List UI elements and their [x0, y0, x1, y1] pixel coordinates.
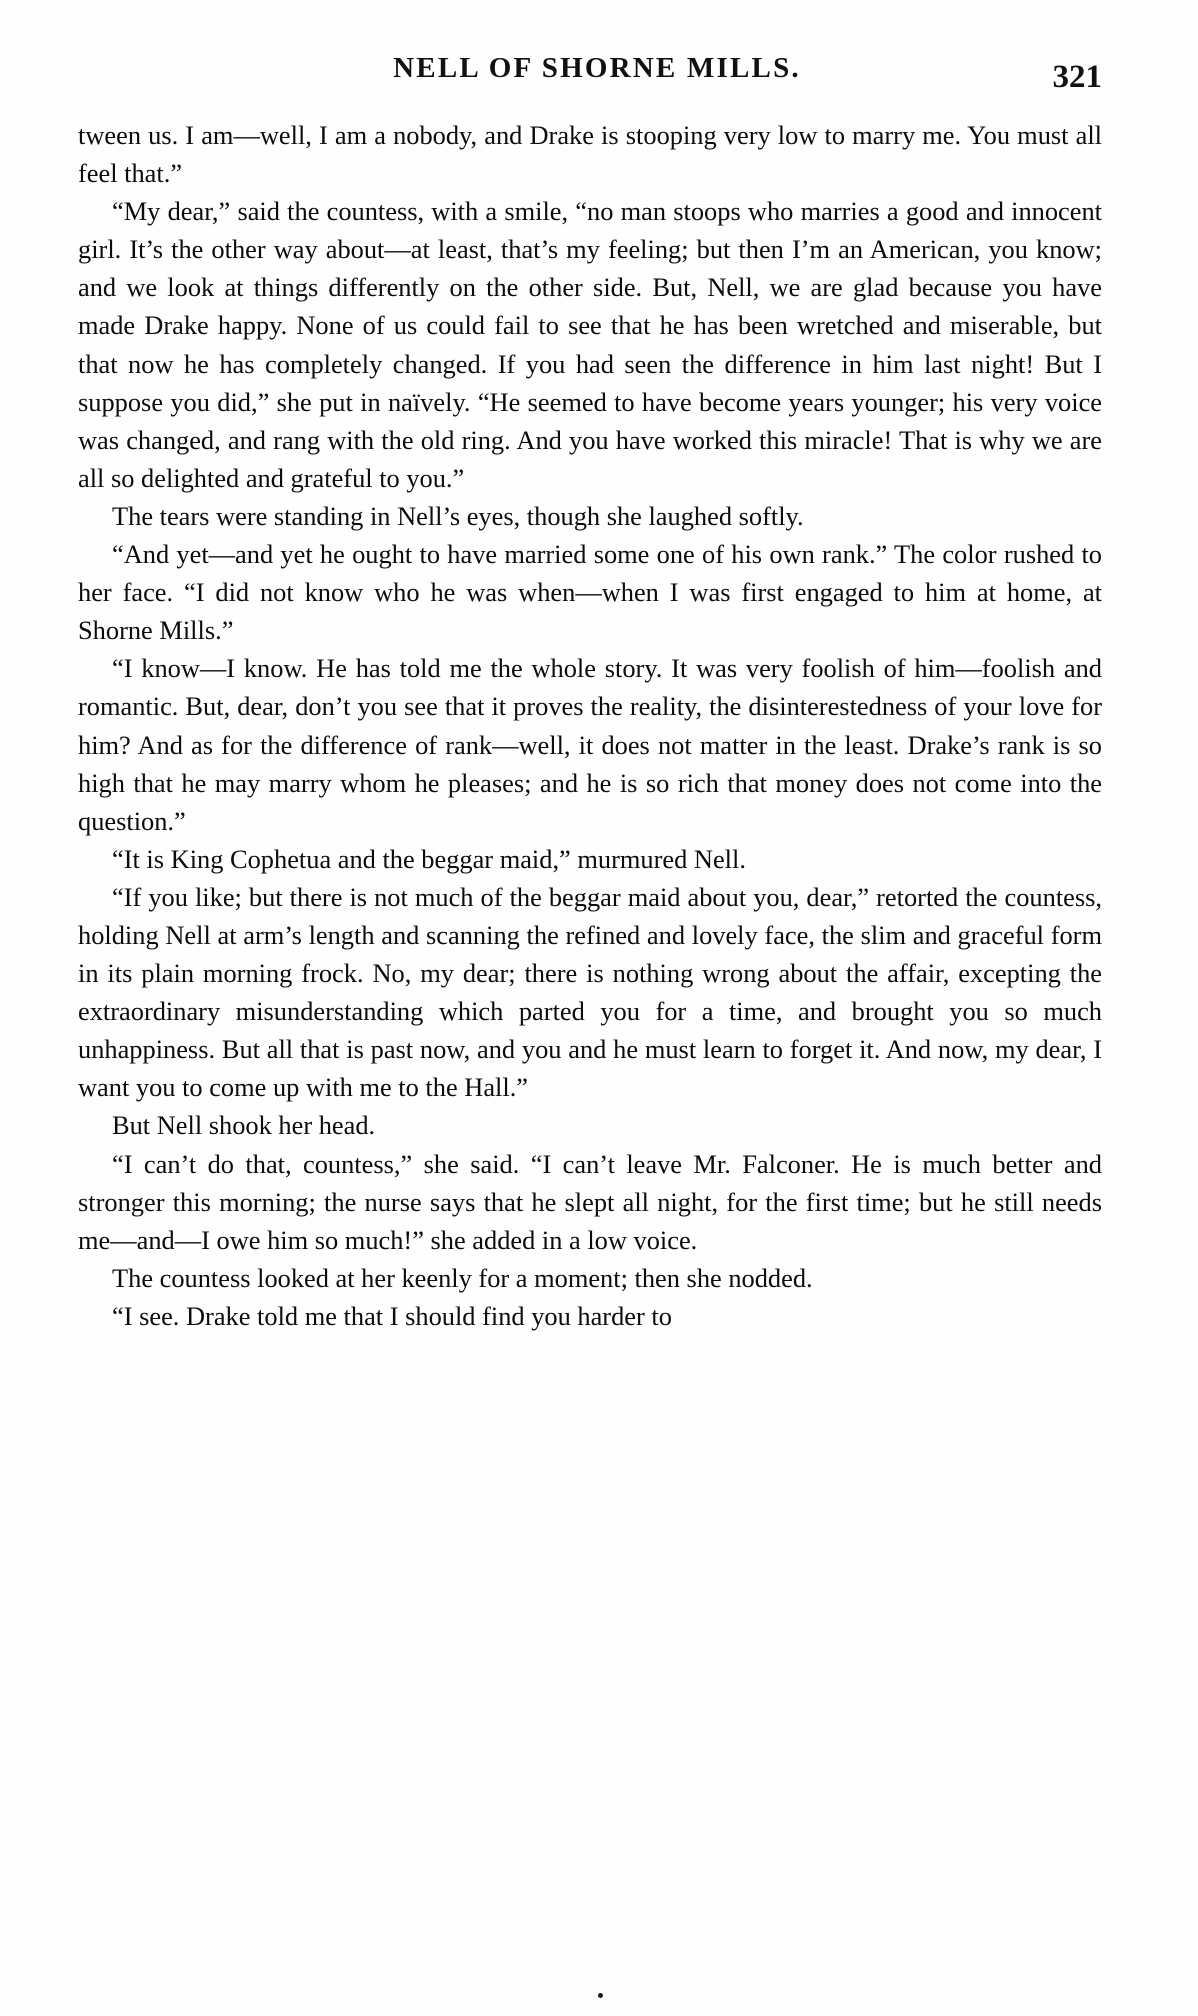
paragraph: “It is King Cophetua and the beggar maid,” murmured Nell. — [112, 843, 746, 874]
paragraph: tween us. I am—well, I am a nobody, and Drake is stooping very low to marry me. You must all feel that.” — [78, 120, 1102, 189]
paragraph: The countess looked at her keenly for a moment; then she nodded. — [112, 1262, 813, 1293]
paragraph: “I see. Drake told me that I should find you harder to — [112, 1300, 672, 1331]
page-number: 321 — [1052, 59, 1102, 95]
page-body — [78, 116, 1102, 1335]
paragraph: “I know—I know. He has told me the whole story. It was very foolish of him—foolish and romantic. But, dear, don’t you see that it proves the reality, the disinterestedness of your love for him? And as for the difference of rank—well, it does not matter in the least. Drake’s rank is so high that he may marry whom he pleases; and he is so rich that money does not come into the question.” — [78, 653, 1102, 836]
running-title: NELL OF SHORNE MILLS. — [393, 52, 801, 84]
paragraph: “I can’t do that, countess,” she said. “I can’t leave Mr. Falconer. He is much better and stronger this morning; the nurse says that he slept all night, for the first time; but he still needs me—and—I owe him so much!” she added in a low voice. — [78, 1148, 1102, 1255]
paragraph: The tears were standing in Nell’s eyes, though she laughed softly. — [112, 500, 804, 531]
paragraph: “If you like; but there is not much of the beggar maid about you, dear,” retorted the countess, holding Nell at arm’s length and scanning the refined and lovely face, the slim and graceful form in its plain morning frock. No, my dear; there is nothing wrong about the affair, excepting the extraordinary misunderstanding which parted you for a time, and brought you so much unhappiness. But all that is past now, and you and he must learn to forget it. And now, my dear, I want you to come up with me to the Hall.” — [78, 881, 1102, 1103]
paragraph: “And yet—and yet he ought to have married some one of his own rank.” The color rushed to her face. “I did not know who he was when—when I was first engaged to him at home, at Shorne Mills.” — [78, 539, 1102, 646]
paragraph: “My dear,” said the countess, with a smile, “no man stoops who marries a good and innocent girl. It’s the other way about—at least, that’s my feeling; but then I’m an American, you know; and we look at things differently on the other side. But, Nell, we are glad because you have made Drake happy. None of us could fail to see that he has been wretched and miserable, but that now he has completely changed. If you had seen the difference in him last night! But I suppose you did,” she put in naïvely. “He seemed to have become years younger; his very voice was changed, and rang with the old ring. And you have worked this miracle! That is why we are all so delighted and grateful to you.” — [78, 196, 1102, 493]
ink-speck — [598, 1993, 603, 1998]
running-head — [78, 52, 1102, 98]
paragraph: But Nell shook her head. — [112, 1110, 376, 1141]
